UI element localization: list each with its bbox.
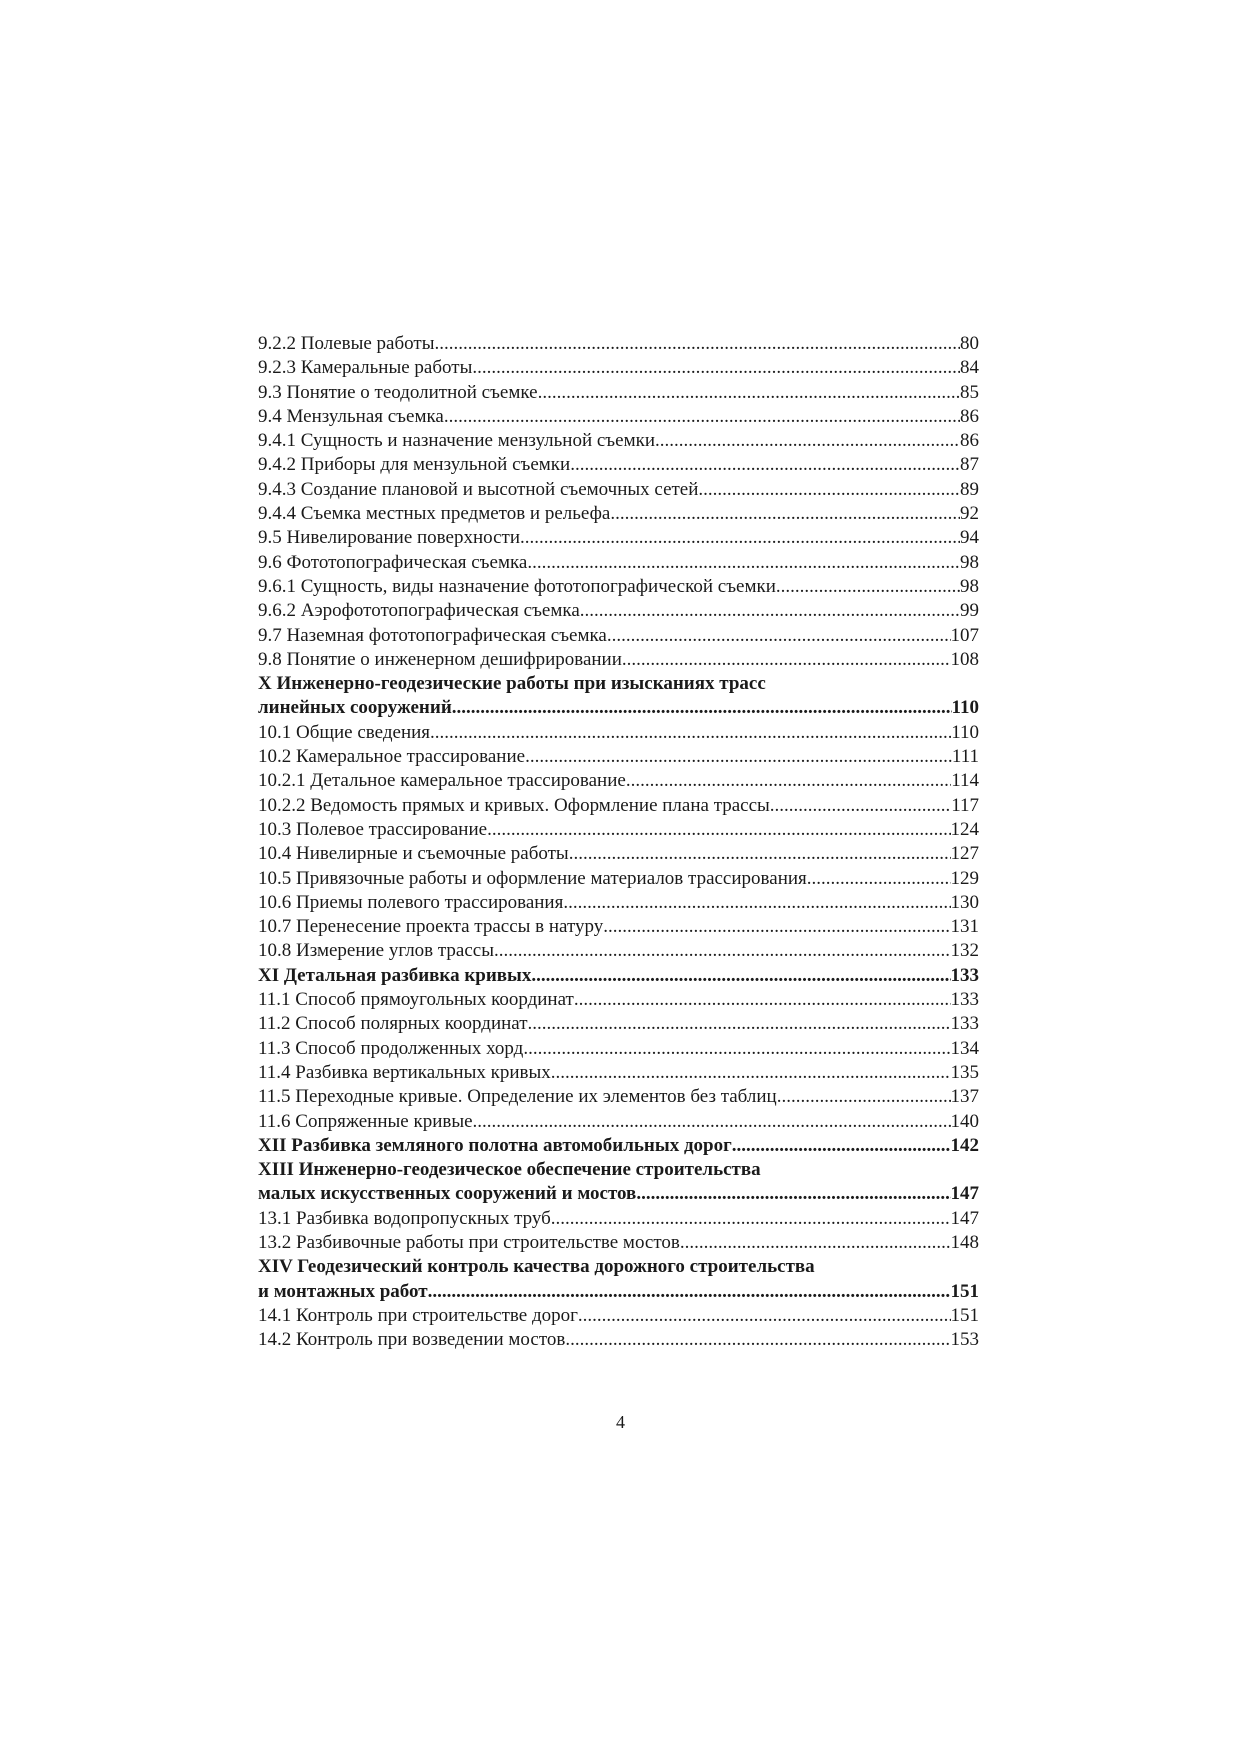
toc-entry-page: 133 xyxy=(950,1013,979,1035)
toc-entry-page: 98 xyxy=(960,575,979,597)
toc-entry-title: малых искусственных сооружений и мостов xyxy=(258,1183,637,1205)
toc-entry-page: 140 xyxy=(950,1110,979,1132)
toc-entry xyxy=(258,1207,979,1231)
toc-section-heading xyxy=(258,672,979,696)
toc-leader-dots xyxy=(636,1182,950,1206)
toc-entry-page: 110 xyxy=(951,721,979,743)
toc-entry-page: 130 xyxy=(950,891,979,913)
toc-entry xyxy=(258,381,979,405)
toc-entry-title: XIV Геодезический контроль качества дорожного строительства xyxy=(258,1256,815,1278)
toc-entry-title: линейных сооружений xyxy=(258,697,452,719)
toc-entry-page: 134 xyxy=(950,1037,979,1059)
toc-entry xyxy=(258,356,979,380)
toc-entry-page: 117 xyxy=(951,794,979,816)
toc-entry-title: 9.4 Мензульная съемка xyxy=(258,405,444,427)
toc-leader-dots xyxy=(434,332,960,356)
toc-entry-title: 9.6.1 Сущность, виды назначение фототопографической съемки xyxy=(258,575,776,597)
toc-entry-title: 11.3 Способ продолженных хорд xyxy=(258,1037,524,1059)
toc-entry xyxy=(258,1012,979,1036)
toc-leader-dots xyxy=(531,964,950,988)
toc-entry xyxy=(258,502,979,526)
toc-entry-title: XII Разбивка земляного полотна автомобильных дорог xyxy=(258,1134,732,1156)
toc-entry-page: 85 xyxy=(960,381,979,403)
toc-entry-title: 10.5 Привязочные работы и оформление материалов трассирования xyxy=(258,867,807,889)
toc-leader-dots xyxy=(565,1328,950,1352)
toc-entry-page: 107 xyxy=(950,624,979,646)
toc-entry-title: 9.4.4 Съемка местных предметов и рельефа xyxy=(258,503,611,525)
toc-entry-page: 99 xyxy=(960,600,979,622)
toc-entry-page: 110 xyxy=(951,697,979,719)
toc-entry-page: 131 xyxy=(950,916,979,938)
toc-leader-dots xyxy=(430,721,951,745)
toc-entry-title: 9.8 Понятие о инженерном дешифрировании xyxy=(258,648,622,670)
toc-entry-title: XIII Инженерно-геодезическое обеспечение строительства xyxy=(258,1159,761,1181)
toc-leader-dots xyxy=(776,575,960,599)
toc-entry-page: 94 xyxy=(960,527,979,549)
toc-section-heading xyxy=(258,1280,979,1304)
toc-entry-page: 86 xyxy=(960,430,979,452)
toc-entry-page: 86 xyxy=(960,405,979,427)
toc-leader-dots xyxy=(487,818,950,842)
toc-leader-dots xyxy=(655,429,960,453)
table-of-contents xyxy=(258,332,979,1352)
toc-entry xyxy=(258,1037,979,1061)
toc-entry xyxy=(258,453,979,477)
toc-entry-title: 9.6.2 Аэрофототопографическая съемка xyxy=(258,600,580,622)
toc-entry xyxy=(258,575,979,599)
toc-entry xyxy=(258,939,979,963)
toc-entry-page: 147 xyxy=(950,1183,979,1205)
toc-entry-title: 9.2.3 Камеральные работы xyxy=(258,357,473,379)
toc-section-heading xyxy=(258,696,979,720)
toc-leader-dots xyxy=(494,939,951,963)
toc-entry xyxy=(258,867,979,891)
toc-section-heading xyxy=(258,1255,979,1279)
toc-section-heading xyxy=(258,1182,979,1206)
toc-leader-dots xyxy=(472,356,960,380)
toc-entry-title: 10.6 Приемы полевого трассирования xyxy=(258,891,564,913)
toc-entry xyxy=(258,1061,979,1085)
toc-leader-dots xyxy=(622,648,951,672)
toc-section-heading xyxy=(258,1158,979,1182)
toc-entry-title: 9.3 Понятие о теодолитной съемке xyxy=(258,381,538,403)
toc-entry-page: 132 xyxy=(950,940,979,962)
toc-entry xyxy=(258,332,979,356)
toc-leader-dots xyxy=(777,1085,951,1109)
toc-entry-page: 92 xyxy=(960,503,979,525)
toc-entry xyxy=(258,988,979,1012)
toc-entry xyxy=(258,526,979,550)
toc-entry-title: 9.4.1 Сущность и назначение мензульной съемки xyxy=(258,430,655,452)
toc-entry-title: 11.2 Способ полярных координат xyxy=(258,1013,528,1035)
toc-leader-dots xyxy=(574,988,951,1012)
toc-leader-dots xyxy=(569,842,951,866)
toc-section-heading xyxy=(258,1134,979,1158)
toc-entry xyxy=(258,745,979,769)
toc-entry xyxy=(258,551,979,575)
toc-entry-page: 133 xyxy=(950,989,979,1011)
toc-leader-dots xyxy=(538,381,960,405)
toc-leader-dots xyxy=(770,794,951,818)
toc-leader-dots xyxy=(452,696,952,720)
toc-entry-title: 11.6 Сопряженные кривые xyxy=(258,1110,473,1132)
toc-entry xyxy=(258,794,979,818)
toc-entry-title: 9.4.2 Приборы для мензульной съемки xyxy=(258,454,571,476)
toc-entry-page: 153 xyxy=(950,1329,979,1351)
toc-leader-dots xyxy=(607,624,951,648)
toc-leader-dots xyxy=(444,405,960,429)
toc-section-heading xyxy=(258,964,979,988)
toc-entry xyxy=(258,478,979,502)
toc-entry xyxy=(258,599,979,623)
toc-entry-page: 114 xyxy=(951,770,979,792)
toc-entry xyxy=(258,405,979,429)
toc-entry-title: 10.4 Нивелирные и съемочные работы xyxy=(258,843,569,865)
toc-leader-dots xyxy=(551,1061,951,1085)
toc-entry-page: 87 xyxy=(960,454,979,476)
toc-entry-title: и монтажных работ xyxy=(258,1280,428,1302)
toc-entry-title: 11.1 Способ прямоугольных координат xyxy=(258,989,574,1011)
toc-entry xyxy=(258,721,979,745)
toc-entry-page: 127 xyxy=(950,843,979,865)
toc-entry-title: 10.2.2 Ведомость прямых и кривых. Оформление плана трассы xyxy=(258,794,770,816)
toc-entry-title: 13.2 Разбивочные работы при строительстве мостов xyxy=(258,1231,680,1253)
toc-entry-title: 9.6 Фототопографическая съемка xyxy=(258,551,528,573)
toc-entry-title: 14.2 Контроль при возведении мостов xyxy=(258,1329,566,1351)
toc-leader-dots xyxy=(525,745,952,769)
toc-leader-dots xyxy=(523,1037,950,1061)
toc-leader-dots xyxy=(428,1280,951,1304)
toc-leader-dots xyxy=(807,867,951,891)
toc-leader-dots xyxy=(527,551,960,575)
toc-entry xyxy=(258,1231,979,1255)
toc-entry-page: 111 xyxy=(951,746,979,768)
toc-leader-dots xyxy=(603,915,950,939)
toc-entry-title: 9.7 Наземная фототопографическая съемка xyxy=(258,624,607,646)
toc-entry-title: X Инженерно-геодезические работы при изысканиях трасс xyxy=(258,673,766,695)
toc-entry xyxy=(258,891,979,915)
toc-entry-page: 142 xyxy=(950,1134,979,1156)
toc-entry-page: 80 xyxy=(960,333,979,354)
toc-entry xyxy=(258,624,979,648)
toc-entry-page: 147 xyxy=(950,1207,979,1229)
toc-entry-title: 10.7 Перенесение проекта трассы в натуру xyxy=(258,916,604,938)
toc-entry-title: 13.1 Разбивка водопропускных труб xyxy=(258,1207,551,1229)
toc-entry-title: 11.5 Переходные кривые. Определение их элементов без таблиц xyxy=(258,1086,777,1108)
toc-leader-dots xyxy=(680,1231,951,1255)
toc-entry-title: 10.2 Камеральное трассирование xyxy=(258,746,526,768)
toc-entry-title: 10.3 Полевое трассирование xyxy=(258,818,488,840)
toc-entry-page: 133 xyxy=(950,964,979,986)
toc-leader-dots xyxy=(570,453,960,477)
toc-leader-dots xyxy=(473,1110,951,1134)
toc-leader-dots xyxy=(528,1012,951,1036)
toc-leader-dots xyxy=(551,1207,951,1231)
page-number: 4 xyxy=(616,1412,625,1432)
toc-entry xyxy=(258,915,979,939)
toc-leader-dots xyxy=(626,769,951,793)
toc-entry-title: 10.2.1 Детальное камеральное трассирование xyxy=(258,770,626,792)
toc-entry-page: 129 xyxy=(950,867,979,889)
toc-leader-dots xyxy=(578,1304,951,1328)
toc-entry-page: 137 xyxy=(950,1086,979,1108)
toc-entry-page: 151 xyxy=(950,1280,979,1302)
toc-entry xyxy=(258,1085,979,1109)
toc-leader-dots xyxy=(580,599,960,623)
toc-entry-title: XI Детальная разбивка кривых xyxy=(258,964,532,986)
toc-entry xyxy=(258,1304,979,1328)
toc-leader-dots xyxy=(520,526,960,550)
toc-entry-title: 14.1 Контроль при строительстве дорог xyxy=(258,1304,578,1326)
toc-entry xyxy=(258,648,979,672)
toc-entry-page: 148 xyxy=(950,1231,979,1253)
toc-entry-title: 9.2.2 Полевые работы xyxy=(258,333,435,354)
toc-entry xyxy=(258,769,979,793)
toc-entry-title: 11.4 Разбивка вертикальных кривых xyxy=(258,1061,551,1083)
toc-entry-title: 10.8 Измерение углов трассы xyxy=(258,940,494,962)
toc-entry-page: 89 xyxy=(960,478,979,500)
toc-leader-dots xyxy=(698,478,960,502)
toc-entry-page: 84 xyxy=(960,357,979,379)
toc-entry-page: 151 xyxy=(950,1304,979,1326)
toc-entry-title: 9.5 Нивелирование поверхности xyxy=(258,527,521,549)
toc-entry xyxy=(258,842,979,866)
toc-entry-page: 135 xyxy=(950,1061,979,1083)
toc-entry-title: 9.4.3 Создание плановой и высотной съемочных сетей xyxy=(258,478,699,500)
toc-leader-dots xyxy=(563,891,950,915)
toc-entry-page: 98 xyxy=(960,551,979,573)
toc-entry xyxy=(258,429,979,453)
toc-entry xyxy=(258,1110,979,1134)
toc-entry-page: 108 xyxy=(950,648,979,670)
toc-leader-dots xyxy=(610,502,960,526)
toc-leader-dots xyxy=(732,1134,951,1158)
toc-entry-title: 10.1 Общие сведения xyxy=(258,721,431,743)
toc-entry xyxy=(258,1328,979,1352)
toc-entry-page: 124 xyxy=(950,818,979,840)
toc-entry xyxy=(258,818,979,842)
